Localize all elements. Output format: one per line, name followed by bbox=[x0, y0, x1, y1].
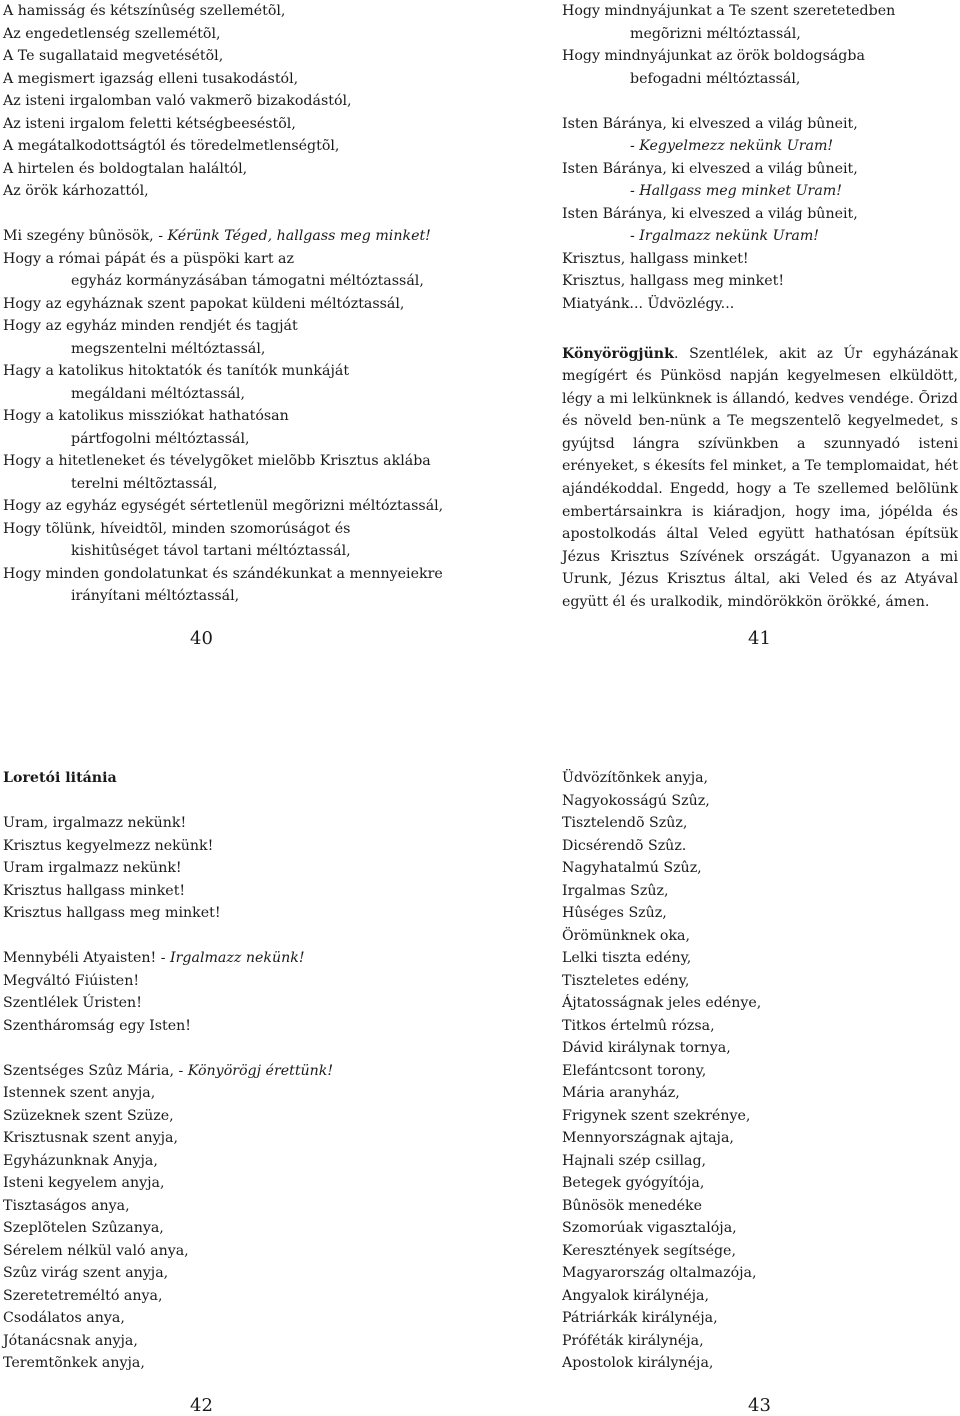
prayer-paragraph bbox=[562, 343, 958, 614]
invocation-line: Hûséges Szûz, bbox=[562, 905, 667, 921]
invocation-line: Betegek gyógyítója, bbox=[562, 1175, 705, 1191]
invocation-line: Egyházunknak Anyja, bbox=[3, 1152, 158, 1169]
invocation-line: Jótanácsnak anyja, bbox=[3, 1332, 138, 1349]
prayer-text: és Pünkösd napján kegyelmesen elküldött, légy a mi bbox=[562, 368, 959, 407]
prayer-text: . Szentlélek, akit az Úr egyházának megígért bbox=[562, 345, 958, 385]
kyrie-line: Krisztus hallgass meg minket! bbox=[3, 905, 221, 921]
prayer-text: szívünkben a szunnyadó isteni erényeket, s ékesíts fel minket, bbox=[562, 435, 959, 475]
agnus-dei-line: Isten Báránya, ki elveszed a világ bûneit, bbox=[562, 205, 858, 222]
invocation-line: Bûnösök menedéke bbox=[562, 1197, 703, 1214]
agnus-dei-line: Isten Báránya, ki elveszed a világ bûneit, bbox=[562, 115, 858, 132]
petition-line: egyház kormányzásában támogatni méltóztassál, bbox=[71, 273, 424, 289]
mary-call: Szentséges Szûz Mária, - bbox=[3, 1062, 188, 1079]
litany-line: Az örök kárhozattól, bbox=[3, 183, 149, 199]
page-40 bbox=[3, 0, 473, 608]
petition-line: irányítani méltóztassál, bbox=[71, 588, 240, 604]
invocation-line: Sérelem nélkül való anya, bbox=[3, 1242, 189, 1259]
petition-line: Hogy az egyház minden rendjét és tagját bbox=[3, 318, 298, 334]
invocation-line: Üdvözítõnkek anyja, bbox=[562, 770, 709, 786]
litany-line: A Te sugallataid megvetésétõl, bbox=[3, 48, 224, 64]
petition-line: pártfogolni méltóztassál, bbox=[71, 430, 250, 447]
invocation-line: Irgalmas Szûz, bbox=[562, 882, 669, 899]
invocation-line: Szüzeknek szent Szüze, bbox=[3, 1107, 174, 1124]
petition-line: Hogy mindnyájunkat az örök boldogságba bbox=[562, 48, 865, 64]
prayer-text: Jézus Krisztus által, aki Veled és az Atyával együtt él és bbox=[562, 571, 959, 611]
invocation-line: Frigynek szent szekrénye, bbox=[562, 1107, 751, 1124]
litany-line: A megátalkodottságtól és töredelmetlenségtõl, bbox=[3, 138, 340, 154]
prayer-text: jópélda és apostolkodás által Veled együtt hathatósan építsük bbox=[562, 503, 958, 543]
prayer-text: a Te templomaidat, hét ajándékoddal. Engedd, hogy a Te bbox=[562, 458, 958, 498]
petition-line: kishitûséget távol tartani méltóztassál, bbox=[71, 543, 351, 559]
invocation-line: Magyarország oltalmazója, bbox=[562, 1265, 757, 1281]
page-number-41: 41 bbox=[748, 628, 771, 649]
invocation-line: Örömünknek oka, bbox=[562, 927, 691, 944]
page-43 bbox=[562, 767, 958, 1375]
invocation-line: Dávid királynak tornya, bbox=[562, 1040, 731, 1056]
prayer-title: Könyörögjünk bbox=[562, 345, 674, 362]
invocation-line: Csodálatos anya, bbox=[3, 1310, 125, 1326]
invocation-line: Apostolok királynéja, bbox=[562, 1355, 714, 1371]
prayer-text: uralkodik, mindörökkön örökké, ámen. bbox=[650, 594, 930, 611]
petition-line: megõrizni méltóztassál, bbox=[630, 25, 801, 42]
petition-line: Hogy mindnyájunkat a Te szent szeretetedben bbox=[562, 3, 896, 19]
litany-line: A megismert igazság elleni tusakodástól, bbox=[3, 70, 299, 87]
invocation-line: Mennyországnak ajtaja, bbox=[562, 1130, 734, 1146]
petition-line: megáldani méltóztassál, bbox=[71, 385, 245, 402]
litany-line: Az engedetlenség szellemétõl, bbox=[3, 25, 221, 42]
kyrie-line: Uram, irgalmazz nekünk! bbox=[3, 815, 187, 831]
invocation-line: Hajnali szép csillag, bbox=[562, 1152, 707, 1169]
invocation-line: Lelki tiszta edény, bbox=[562, 950, 692, 966]
trinity-line bbox=[3, 947, 473, 970]
invocation-line: Tisztaságos anya, bbox=[3, 1197, 130, 1214]
petition-line: Hogy a katolikus missziókat hathatósan bbox=[3, 408, 289, 424]
mary-response: Könyörögj érettünk! bbox=[187, 1062, 334, 1079]
invocation-line: Szeplõtelen Szûzanya, bbox=[3, 1220, 164, 1236]
prayer-text: nünk a Te megszentelõ kegyelmedet, s gyújtsd lángra bbox=[562, 413, 958, 452]
section-title: Loretói litánia bbox=[3, 770, 117, 786]
petition-line: Hogy tõlünk, híveidtõl, minden szomorúságot és bbox=[3, 520, 351, 537]
invocation-line: Krisztusnak szent anyja, bbox=[3, 1130, 178, 1146]
page-42 bbox=[3, 767, 473, 1375]
invocation-line: Elefántcsont torony, bbox=[562, 1062, 707, 1079]
petition-line: terelni méltõztassál, bbox=[71, 475, 218, 492]
kyrie-line: Krisztus kegyelmezz nekünk! bbox=[3, 837, 214, 854]
trinity-line: Megváltó Fiúisten! bbox=[3, 972, 140, 989]
page-number-40: 40 bbox=[190, 628, 213, 649]
invocation-line: Szûz virág szent anyja, bbox=[3, 1265, 169, 1281]
invocation-line: Tisztelendõ Szûz, bbox=[562, 815, 688, 831]
litany-response-line bbox=[3, 225, 473, 248]
closing-line: Krisztus, hallgass minket! bbox=[562, 250, 749, 267]
agnus-dei-response: - Hallgass meg minket Uram! bbox=[630, 183, 842, 199]
prayer-text: Jézus Krisztus Szívének országát. Ugyanazon a mi Urunk, bbox=[562, 548, 958, 588]
page-number-43: 43 bbox=[748, 1395, 771, 1416]
petition-line: Hogy a római pápát és a püspöki kart az bbox=[3, 250, 294, 267]
invocation-line: Nagyhatalmú Szûz, bbox=[562, 860, 702, 876]
invocation-line: Mária aranyház, bbox=[562, 1085, 680, 1101]
page-number-42: 42 bbox=[190, 1395, 213, 1416]
petition-line: befogadni méltóztassál, bbox=[630, 70, 801, 87]
trinity-line: Szentháromság egy Isten! bbox=[3, 1017, 191, 1034]
invocation-line: Tiszteletes edény, bbox=[562, 972, 690, 989]
prayer-text: lelkünknek is állandó, kedves vendége. Õrizd és növeld ben- bbox=[562, 390, 958, 430]
invocation-line: Pátriárkák királynéja, bbox=[562, 1310, 718, 1326]
invocation-line: Keresztények segítsége, bbox=[562, 1242, 736, 1259]
invocation-line: Próféták királynéja, bbox=[562, 1332, 704, 1349]
litany-line: A hirtelen és boldogtalan haláltól, bbox=[3, 160, 248, 177]
petition-line: Hagy a katolikus hitoktatók és tanítók munkáját bbox=[3, 363, 350, 379]
petition-line: Hogy a hitetleneket és tévelygõket mielõbb Krisztus aklába bbox=[3, 453, 431, 469]
invocation-line: Ájtatosságnak jeles edénye, bbox=[562, 995, 762, 1011]
invocation-line: Isteni kegyelem anyja, bbox=[3, 1175, 165, 1191]
litany-line: Az isteni irgalom feletti kétségbeeséstõl, bbox=[3, 115, 296, 132]
call-response: Kérünk Téged, hallgass meg minket! bbox=[167, 228, 431, 244]
invocation-line: Teremtõnkek anyja, bbox=[3, 1355, 145, 1371]
petition-line: Hogy az egyháznak szent papokat küldeni méltóztassál, bbox=[3, 295, 405, 312]
agnus-dei-response: - Kegyelmezz nekünk Uram! bbox=[630, 138, 834, 154]
agnus-dei-line: Isten Báránya, ki elveszed a világ bûneit, bbox=[562, 160, 858, 177]
prayer-text: szellemed belõlünk embertársainkra is kiáradjon, hogy ima, bbox=[562, 481, 958, 520]
page-41 bbox=[562, 0, 958, 614]
litany-line: A hamisság és kétszínûség szellemétõl, bbox=[3, 3, 286, 19]
petition-line: Hogy az egyház egységét sértetlenül megõrizni méltóztassál, bbox=[3, 498, 444, 514]
trinity-line: Szentlélek Úristen! bbox=[3, 995, 142, 1011]
invocation-line: Szeretetreméltó anya, bbox=[3, 1287, 163, 1304]
mary-invocation-line bbox=[3, 1060, 473, 1083]
agnus-dei-response: - Irgalmazz nekünk Uram! bbox=[630, 228, 820, 244]
call-prefix: Mi szegény bûnösök, - bbox=[3, 228, 168, 244]
trinity-response: Irgalmazz nekünk! bbox=[170, 950, 305, 966]
invocation-line: Istennek szent anyja, bbox=[3, 1085, 156, 1101]
litany-line: Az isteni irgalomban való vakmerõ bizakodástól, bbox=[3, 93, 352, 109]
invocation-line: Szomorúak vigasztalója, bbox=[562, 1220, 737, 1236]
trinity-call: Mennybéli Atyaisten! - bbox=[3, 950, 171, 966]
invocation-line: Dicsérendõ Szûz. bbox=[562, 837, 687, 854]
petition-line: Hogy minden gondolatunkat és szándékunkat a mennyeiekre bbox=[3, 565, 443, 582]
invocation-line: Angyalok királynéja, bbox=[562, 1287, 709, 1304]
kyrie-line: Krisztus hallgass minket! bbox=[3, 882, 186, 899]
petition-line: megszentelni méltóztassál, bbox=[71, 340, 266, 357]
kyrie-line: Uram irgalmazz nekünk! bbox=[3, 860, 182, 876]
invocation-line: Nagyokosságú Szûz, bbox=[562, 792, 710, 809]
invocation-line: Titkos értelmû rózsa, bbox=[562, 1017, 715, 1034]
closing-line: Krisztus, hallgass meg minket! bbox=[562, 273, 785, 289]
closing-line: Miatyánk... Üdvözlégy... bbox=[562, 295, 735, 312]
